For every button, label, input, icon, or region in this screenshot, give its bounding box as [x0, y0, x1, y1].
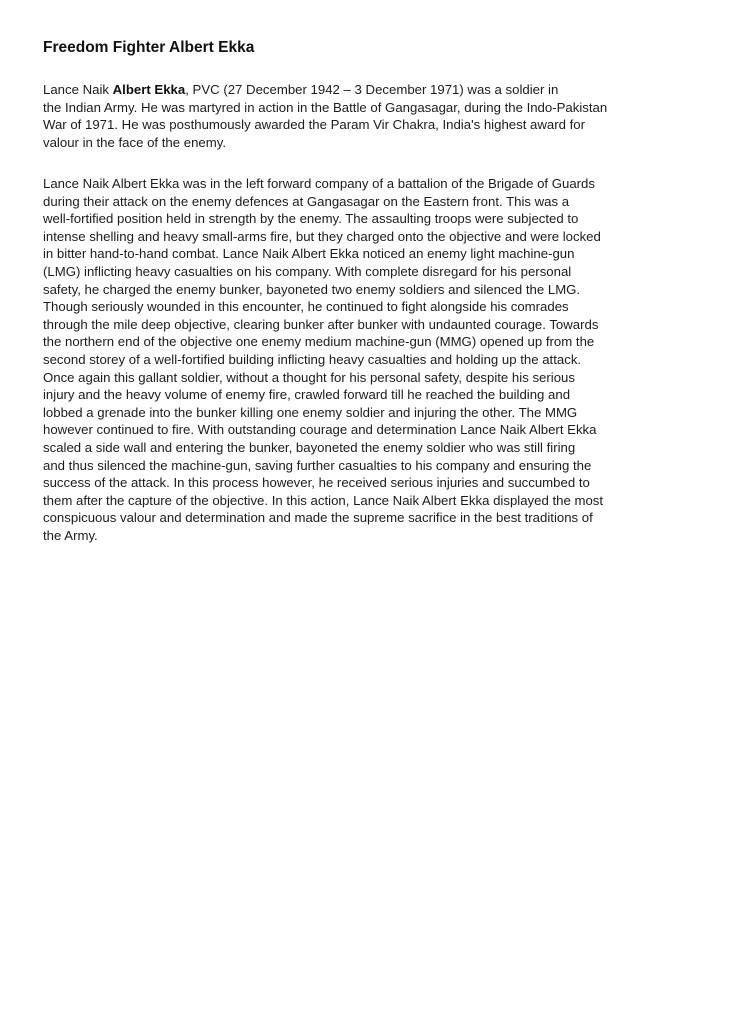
body-line: the Army. — [43, 527, 98, 543]
intro-name: Albert Ekka — [112, 82, 186, 97]
body-line: them after the capture of the objective. In this action, Lance Naik Albert Ekka displayed the most — [43, 492, 604, 508]
body-line: lobbed a grenade into the bunker killing one enemy soldier and injuring the other. The MMG — [43, 404, 578, 420]
body-line: Though seriously wounded in this encounter, he continued to fight alongside his comrades — [43, 299, 569, 315]
intro-line: the Indian Army. He was martyred in action in the Battle of Gangasagar, during the Indo-Pakistan — [43, 99, 608, 115]
body-line: scaled a side wall and entering the bunker, bayoneted the enemy soldier who was still firing — [43, 439, 576, 455]
intro-suffix: , PVC (27 December 1942 – 3 December 1971) was a soldier in — [185, 82, 559, 97]
intro-prefix: Lance Naik — [43, 82, 113, 97]
body-line: injury and the heavy volume of enemy fire, crawled forward till he reached the building and — [43, 387, 571, 403]
intro-line: War of 1971. He was posthumously awarded the Param Vir Chakra, India's highest award for — [43, 117, 586, 133]
intro-line: valour in the face of the enemy. — [43, 134, 227, 150]
body-line: second storey of a well-fortified building inflicting heavy casualties and holding up the attack. — [43, 351, 582, 367]
body-line: (LMG) inflicting heavy casualties on his company. With complete disregard for his personal — [43, 263, 572, 279]
body-line: and thus silenced the machine-gun, saving further casualties to his company and ensuring the — [43, 457, 592, 473]
body-line: Once again this gallant soldier, without a thought for his personal safety, despite his serious — [43, 369, 575, 385]
intro-paragraph — [43, 81, 683, 151]
body-line: the northern end of the objective one enemy medium machine-gun (MMG) opened up from the — [43, 334, 595, 350]
body-line: through the mile deep objective, clearing bunker after bunker with undaunted courage. Towards — [43, 316, 599, 332]
body-line: intense shelling and heavy small-arms fire, but they charged onto the objective and were locked — [43, 228, 601, 244]
body-line: well-fortified position held in strength by the enemy. The assaulting troops were subjected to — [43, 211, 579, 227]
intro-line — [43, 81, 683, 99]
page-title: Freedom Fighter Albert Ekka — [43, 39, 255, 56]
body-line: safety, he charged the enemy bunker, bayoneted two enemy soldiers and silenced the LMG. — [43, 281, 581, 297]
body-line: Lance Naik Albert Ekka was in the left forward company of a battalion of the Brigade of Guards — [43, 176, 595, 191]
body-line: conspicuous valour and determination and made the supreme sacrifice in the best traditions of — [43, 510, 593, 526]
body-line: success of the attack. In this process however, he received serious injuries and succumbed to — [43, 475, 590, 491]
body-line: during their attack on the enemy defences at Gangasagar on the Eastern front. This was a — [43, 193, 570, 209]
body-line: in bitter hand-to-hand combat. Lance Naik Albert Ekka noticed an enemy light machine-gun — [43, 246, 575, 262]
body-line: however continued to fire. With outstanding courage and determination Lance Naik Albert Ekka — [43, 422, 597, 438]
citation-paragraph — [43, 175, 683, 544]
